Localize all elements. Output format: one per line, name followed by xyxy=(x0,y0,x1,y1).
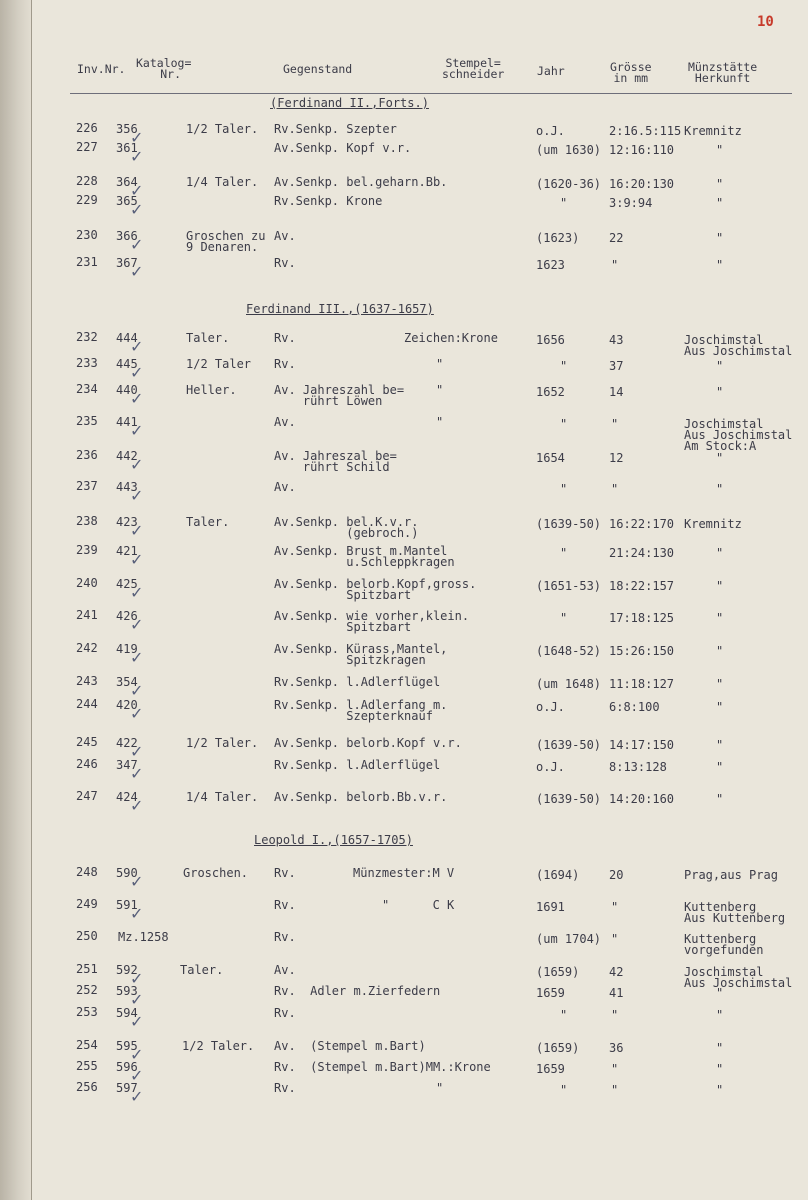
year: (um 1648) xyxy=(536,677,602,691)
year: (1659) xyxy=(536,1041,580,1055)
year: (um 1704) xyxy=(536,932,602,946)
die-cutter: " xyxy=(436,383,444,397)
mint-origin: " xyxy=(716,644,724,658)
size-mm: 2:16.5:115 xyxy=(609,124,682,138)
catalog-number: 356 xyxy=(116,122,138,136)
section-heading: (Ferdinand II.,Forts.) xyxy=(270,96,429,110)
year: (1659) xyxy=(536,965,580,979)
inv-number: 239 xyxy=(76,543,98,557)
inv-number: 232 xyxy=(76,330,98,344)
catalog-number: 365 xyxy=(116,194,138,208)
year: (1694) xyxy=(536,868,580,882)
inv-number: 229 xyxy=(76,193,98,207)
mint-origin: " xyxy=(716,1041,724,1055)
check-mark: ✓ xyxy=(130,421,144,440)
check-mark: ✓ xyxy=(130,764,144,783)
year: " xyxy=(560,611,568,625)
binding-line xyxy=(31,0,32,1200)
year: 1659 xyxy=(536,986,565,1000)
mint-origin: " xyxy=(716,143,724,157)
check-mark: ✓ xyxy=(130,681,144,700)
object-description: Av.Senkp. belorb.Kopf v.r. xyxy=(274,736,462,750)
mint-origin: " xyxy=(716,1008,724,1022)
size-mm: " xyxy=(611,1083,619,1097)
inv-number: 256 xyxy=(76,1080,98,1094)
check-mark: ✓ xyxy=(130,990,144,1009)
check-mark: ✓ xyxy=(130,455,144,474)
catalog-number: 441 xyxy=(116,415,138,429)
header-rule xyxy=(70,93,792,94)
object-description: Av. xyxy=(274,229,296,243)
size-mm: 3:9:94 xyxy=(609,196,653,210)
size-mm: " xyxy=(611,1062,619,1076)
year: o.J. xyxy=(536,760,565,774)
year: " xyxy=(560,546,568,560)
mint-origin: " xyxy=(716,1062,724,1076)
header-groesse: Grösse in mm xyxy=(610,60,652,85)
catalog-number: 420 xyxy=(116,698,138,712)
object-description: Av.Senkp. wie vorher,klein. Spitzbart xyxy=(274,609,470,634)
inv-number: 240 xyxy=(76,576,98,590)
object-description: Rv. (Stempel m.Bart)MM.:Krone xyxy=(274,1060,491,1074)
denomination: 1/2 Taler. xyxy=(182,1039,255,1053)
year: 1623 xyxy=(536,258,565,272)
size-mm: " xyxy=(611,1008,619,1022)
year: o.J. xyxy=(536,124,565,138)
catalog-number: 597 xyxy=(116,1081,138,1095)
catalog-number: 595 xyxy=(116,1039,138,1053)
object-description: Av.Senkp. belorb.Kopf,gross. Spitzbart xyxy=(274,577,477,602)
check-mark: ✓ xyxy=(130,796,144,815)
mint-origin: " xyxy=(716,792,724,806)
year: 1654 xyxy=(536,451,565,465)
check-mark: ✓ xyxy=(130,583,144,602)
year: (1648-52) xyxy=(536,644,602,658)
size-mm: 16:22:170 xyxy=(609,517,675,531)
year: (1651-53) xyxy=(536,579,602,593)
size-mm: 41 xyxy=(609,986,624,1000)
denomination: 1/2 Taler. xyxy=(186,736,259,750)
inv-number: 237 xyxy=(76,479,98,493)
check-mark: ✓ xyxy=(130,742,144,761)
header-muenzstaette: Münzstätte Herkunft xyxy=(688,60,758,85)
header-katalog: Katalog= Nr. xyxy=(136,56,192,81)
check-mark: ✓ xyxy=(130,904,144,923)
size-mm: 6:8:100 xyxy=(609,700,660,714)
catalog-number: 426 xyxy=(116,609,138,623)
mint-origin: " xyxy=(716,231,724,245)
inv-number: 248 xyxy=(76,865,98,879)
year: 1652 xyxy=(536,385,565,399)
catalog-number: 424 xyxy=(116,790,138,804)
inv-number: 247 xyxy=(76,789,98,803)
denomination: 1/4 Taler. xyxy=(186,790,259,804)
year: 1659 xyxy=(536,1062,565,1076)
mint-origin: " xyxy=(716,579,724,593)
catalog-number: 423 xyxy=(116,515,138,529)
denomination: Groschen. xyxy=(183,866,249,880)
check-mark: ✓ xyxy=(130,128,144,147)
catalog-number: 443 xyxy=(116,480,138,494)
mint-origin: Prag,aus Prag xyxy=(684,868,778,882)
object-description: Av.Senkp. belorb.Bb.v.r. xyxy=(274,790,448,804)
mint-origin: " xyxy=(716,177,724,191)
object-description: Av.Senkp. Brust m.Mantel u.Schleppkragen xyxy=(274,544,455,569)
catalog-number: 361 xyxy=(116,141,138,155)
inv-number: 228 xyxy=(76,174,98,188)
mint-origin: " xyxy=(716,700,724,714)
denomination: Taler. xyxy=(180,963,224,977)
check-mark: ✓ xyxy=(130,262,144,281)
inv-number: 233 xyxy=(76,356,98,370)
check-mark: ✓ xyxy=(130,872,144,891)
table-header xyxy=(0,0,808,100)
catalog-number: 596 xyxy=(116,1060,138,1074)
object-description: Rv. xyxy=(274,866,296,880)
object-description: Av. xyxy=(274,415,296,429)
denomination: 1/2 Taler. xyxy=(186,122,259,136)
size-mm: 36 xyxy=(609,1041,624,1055)
object-description: Rv. xyxy=(274,357,296,371)
mint-origin: Joschimstal Aus Joschimstal xyxy=(684,333,793,358)
mint-origin: Joschimstal Aus Joschimstal Am Stock:A xyxy=(684,417,793,453)
inv-number: 241 xyxy=(76,608,98,622)
inv-number: 234 xyxy=(76,382,98,396)
catalog-number: 592 xyxy=(116,963,138,977)
size-mm: 20 xyxy=(609,868,624,882)
object-description: Av.Senkp. bel.geharn.Bb. xyxy=(274,175,448,189)
year: 1656 xyxy=(536,333,565,347)
size-mm: 11:18:127 xyxy=(609,677,675,691)
check-mark: ✓ xyxy=(130,550,144,569)
section-heading: Ferdinand III.,(1637-1657) xyxy=(246,302,434,316)
mint-origin: Kuttenberg vorgefunden xyxy=(684,932,764,957)
inv-number: 238 xyxy=(76,514,98,528)
object-description: Rv. xyxy=(274,256,296,270)
inv-number: 252 xyxy=(76,983,98,997)
die-cutter: Zeichen:Krone xyxy=(404,331,498,345)
binding-edge xyxy=(0,0,31,1200)
size-mm: 42 xyxy=(609,965,624,979)
object-description: Rv.Senkp. l.Adlerflügel xyxy=(274,675,441,689)
catalog-number: 445 xyxy=(116,357,138,371)
mint-origin: " xyxy=(716,677,724,691)
check-mark: ✓ xyxy=(130,363,144,382)
inv-number: 227 xyxy=(76,140,98,154)
inv-number: 242 xyxy=(76,641,98,655)
year: o.J. xyxy=(536,700,565,714)
check-mark: ✓ xyxy=(130,389,144,408)
catalog-number: Mz.1258 xyxy=(118,930,169,944)
mint-origin: Kremnitz xyxy=(684,124,742,138)
year: (1639-50) xyxy=(536,792,602,806)
year: (1620-36) xyxy=(536,177,602,191)
catalog-number: 440 xyxy=(116,383,138,397)
mint-origin: " xyxy=(716,986,724,1000)
size-mm: 21:24:130 xyxy=(609,546,675,560)
catalog-number: 422 xyxy=(116,736,138,750)
page-number: 10 xyxy=(757,14,774,30)
object-description: Rv. Adler m.Zierfedern xyxy=(274,984,441,998)
inv-number: 246 xyxy=(76,757,98,771)
catalog-number: 591 xyxy=(116,898,138,912)
check-mark: ✓ xyxy=(130,235,144,254)
size-mm: " xyxy=(611,258,619,272)
object-description: Av.Senkp. bel.K.v.r. (gebroch.) xyxy=(274,515,419,540)
mint-origin: Kuttenberg Aus Kuttenberg xyxy=(684,900,786,925)
object-description: Rv.Senkp. l.Adlerflügel xyxy=(274,758,441,772)
check-mark: ✓ xyxy=(130,1045,144,1064)
denomination: Taler. xyxy=(186,515,230,529)
check-mark: ✓ xyxy=(130,704,144,723)
inv-number: 236 xyxy=(76,448,98,462)
catalog-number: 425 xyxy=(116,577,138,591)
size-mm: 43 xyxy=(609,333,624,347)
catalog-number: 367 xyxy=(116,256,138,270)
size-mm: 22 xyxy=(609,231,624,245)
object-description: Rv. xyxy=(274,930,296,944)
catalog-number: 594 xyxy=(116,1006,138,1020)
mint-origin: " xyxy=(716,385,724,399)
catalog-number: 442 xyxy=(116,449,138,463)
denomination: 1/4 Taler. xyxy=(186,175,259,189)
year: (um 1630) xyxy=(536,143,602,157)
size-mm: 15:26:150 xyxy=(609,644,675,658)
size-mm: 18:22:157 xyxy=(609,579,675,593)
object-description: Av. (Stempel m.Bart) xyxy=(274,1039,426,1053)
object-description: Rv. xyxy=(274,1081,296,1095)
check-mark: ✓ xyxy=(130,969,144,988)
year: 1691 xyxy=(536,900,565,914)
mint-origin: " xyxy=(716,258,724,272)
catalog-number: 593 xyxy=(116,984,138,998)
inv-number: 244 xyxy=(76,697,98,711)
inv-number: 254 xyxy=(76,1038,98,1052)
die-cutter: " xyxy=(436,357,444,371)
size-mm: 12 xyxy=(609,451,624,465)
catalog-number: 590 xyxy=(116,866,138,880)
size-mm: 8:13:128 xyxy=(609,760,667,774)
mint-origin: " xyxy=(716,359,724,373)
size-mm: 17:18:125 xyxy=(609,611,675,625)
header-jahr: Jahr xyxy=(537,64,565,78)
catalog-number: 364 xyxy=(116,175,138,189)
mint-origin: Kremnitz xyxy=(684,517,742,531)
check-mark: ✓ xyxy=(130,337,144,356)
inv-number: 231 xyxy=(76,255,98,269)
inv-number: 255 xyxy=(76,1059,98,1073)
year: " xyxy=(560,482,568,496)
year: (1623) xyxy=(536,231,580,245)
size-mm: 37 xyxy=(609,359,624,373)
year: " xyxy=(560,359,568,373)
size-mm: 14:20:160 xyxy=(609,792,675,806)
size-mm: " xyxy=(611,482,619,496)
year: " xyxy=(560,1083,568,1097)
mint-origin: " xyxy=(716,546,724,560)
check-mark: ✓ xyxy=(130,486,144,505)
inv-number: 235 xyxy=(76,414,98,428)
catalog-number: 444 xyxy=(116,331,138,345)
year: " xyxy=(560,196,568,210)
object-description: Av.Senkp. Kopf v.r. xyxy=(274,141,412,155)
denomination: Heller. xyxy=(186,383,237,397)
die-cutter: " xyxy=(436,1081,444,1095)
denomination: Taler. xyxy=(186,331,230,345)
check-mark: ✓ xyxy=(130,648,144,667)
inv-number: 230 xyxy=(76,228,98,242)
year: (1639-50) xyxy=(536,517,602,531)
object-description: Av. xyxy=(274,963,296,977)
header-stempel: Stempel= schneider xyxy=(442,56,505,81)
inv-number: 250 xyxy=(76,929,98,943)
denomination: Groschen zu 9 Denaren. xyxy=(186,229,266,254)
denomination: 1/2 Taler xyxy=(186,357,252,371)
object-description: Rv. xyxy=(274,331,296,345)
year: " xyxy=(560,417,568,431)
mint-origin: " xyxy=(716,1083,724,1097)
check-mark: ✓ xyxy=(130,521,144,540)
catalog-number: 347 xyxy=(116,758,138,772)
header-gegenstand: Gegenstand xyxy=(283,62,353,76)
mint-origin: " xyxy=(716,451,724,465)
mint-origin: " xyxy=(716,760,724,774)
die-cutter: " C K xyxy=(382,898,455,912)
inv-number: 226 xyxy=(76,121,98,135)
size-mm: 14:17:150 xyxy=(609,738,675,752)
mint-origin: " xyxy=(716,738,724,752)
object-description: Rv. xyxy=(274,1006,296,1020)
check-mark: ✓ xyxy=(130,615,144,634)
object-description: Av.Senkp. Kürass,Mantel, Spitzkragen xyxy=(274,642,448,667)
inv-number: 245 xyxy=(76,735,98,749)
size-mm: " xyxy=(611,417,619,431)
die-cutter: " xyxy=(436,415,444,429)
catalog-number: 366 xyxy=(116,229,138,243)
check-mark: ✓ xyxy=(130,1087,144,1106)
object-description: Rv. xyxy=(274,898,296,912)
size-mm: 16:20:130 xyxy=(609,177,675,191)
mint-origin: " xyxy=(716,482,724,496)
header-inv: Inv.Nr. xyxy=(77,62,126,76)
check-mark: ✓ xyxy=(130,147,144,166)
object-description: Av. Jahreszahl be= rührt Löwen xyxy=(274,383,405,408)
check-mark: ✓ xyxy=(130,1066,144,1085)
year: " xyxy=(560,1008,568,1022)
catalog-number: 421 xyxy=(116,544,138,558)
check-mark: ✓ xyxy=(130,200,144,219)
mint-origin: " xyxy=(716,196,724,210)
inv-number: 249 xyxy=(76,897,98,911)
object-description: Av. xyxy=(274,480,296,494)
inv-number: 243 xyxy=(76,674,98,688)
object-description: Rv.Senkp. Szepter xyxy=(274,122,397,136)
size-mm: " xyxy=(611,900,619,914)
catalog-number: 354 xyxy=(116,675,138,689)
inv-number: 253 xyxy=(76,1005,98,1019)
size-mm: " xyxy=(611,932,619,946)
catalog-number: 419 xyxy=(116,642,138,656)
check-mark: ✓ xyxy=(130,181,144,200)
object-description: Av. Jahreszal be= rührt Schild xyxy=(274,449,397,474)
size-mm: 12:16:110 xyxy=(609,143,675,157)
mint-origin: " xyxy=(716,611,724,625)
check-mark: ✓ xyxy=(130,1012,144,1031)
size-mm: 14 xyxy=(609,385,624,399)
year: (1639-50) xyxy=(536,738,602,752)
mint-origin: Joschimstal Aus Joschimstal xyxy=(684,965,793,990)
section-heading: Leopold I.,(1657-1705) xyxy=(254,833,413,847)
inv-number: 251 xyxy=(76,962,98,976)
object-description: Rv.Senkp. l.Adlerfang m. Szepterknauf xyxy=(274,698,448,723)
die-cutter: Münzmester:M V xyxy=(353,866,455,880)
object-description: Rv.Senkp. Krone xyxy=(274,194,383,208)
